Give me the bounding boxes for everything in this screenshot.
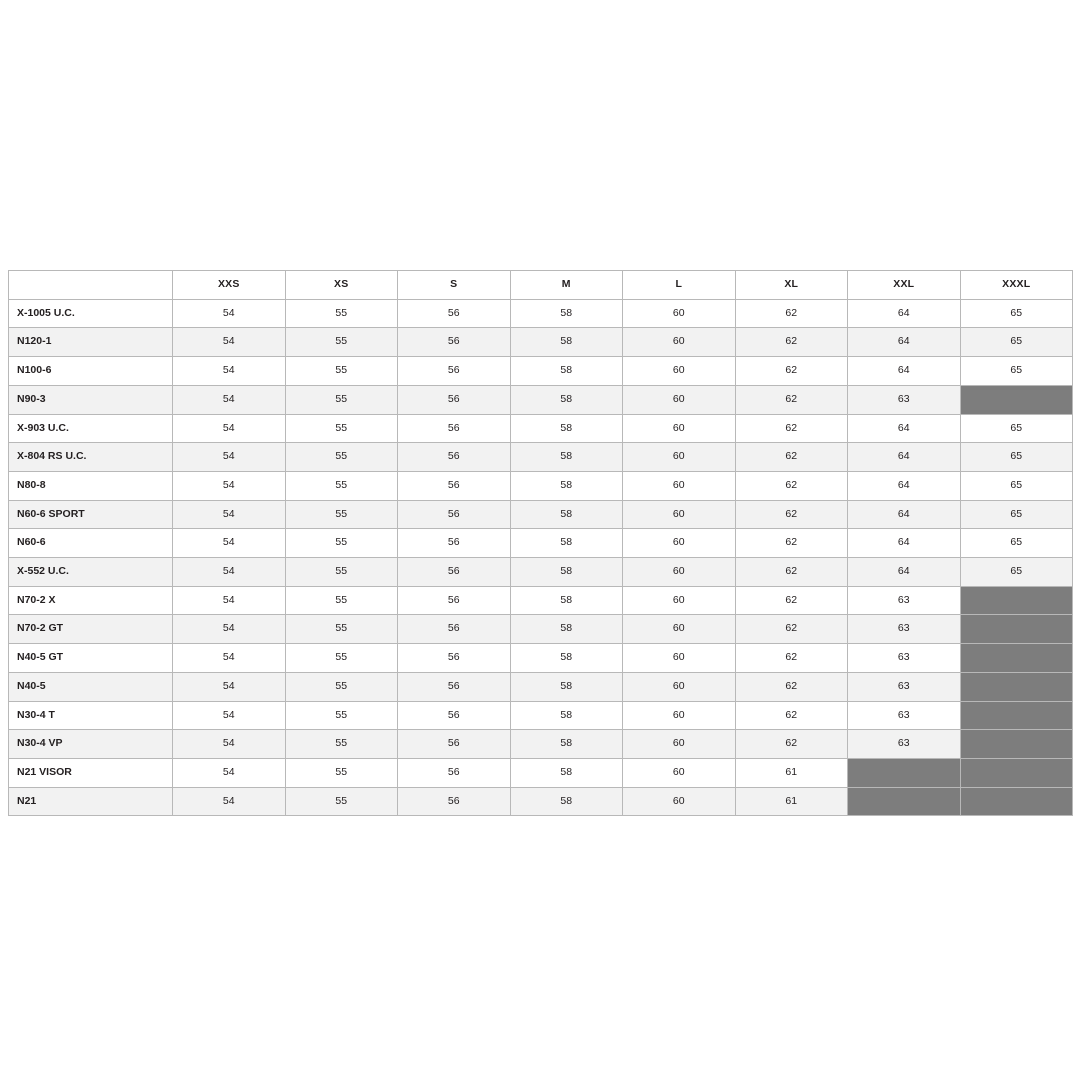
cell-size-value: 55 — [285, 414, 398, 443]
cell-size-value: 54 — [173, 586, 286, 615]
column-header-xs: XS — [285, 271, 398, 300]
cell-size-value: 54 — [173, 385, 286, 414]
row-header-model: N21 VISOR — [9, 758, 173, 787]
table-row — [9, 758, 1073, 787]
cell-size-value: 56 — [398, 443, 511, 472]
cell-size-value: 62 — [735, 672, 848, 701]
cell-size-value: 63 — [848, 644, 961, 673]
cell-size-value: 64 — [848, 299, 961, 328]
cell-size-value: 55 — [285, 357, 398, 386]
cell-size-value: 58 — [510, 758, 623, 787]
cell-size-value: 60 — [623, 414, 736, 443]
cell-size-value: 62 — [735, 644, 848, 673]
table-row — [9, 328, 1073, 357]
cell-size-value: 60 — [623, 357, 736, 386]
cell-size-value: 62 — [735, 558, 848, 587]
table-row — [9, 787, 1073, 816]
cell-size-value: 56 — [398, 529, 511, 558]
cell-size-value: 63 — [848, 586, 961, 615]
row-header-model: N30-4 VP — [9, 730, 173, 759]
cell-size-value: 62 — [735, 701, 848, 730]
cell-size-value: 64 — [848, 529, 961, 558]
cell-size-value: 54 — [173, 787, 286, 816]
cell-size-value: 54 — [173, 500, 286, 529]
cell-size-value: 56 — [398, 299, 511, 328]
cell-size-value: 55 — [285, 385, 398, 414]
column-header-xl: XL — [735, 271, 848, 300]
row-header-model: N90-3 — [9, 385, 173, 414]
cell-size-value: 63 — [848, 615, 961, 644]
cell-size-value: 62 — [735, 385, 848, 414]
cell-size-value: 54 — [173, 299, 286, 328]
cell-size-value: 55 — [285, 443, 398, 472]
cell-size-value: 62 — [735, 730, 848, 759]
cell-size-value: 65 — [960, 357, 1073, 386]
cell-unavailable — [960, 758, 1073, 787]
cell-size-value: 55 — [285, 586, 398, 615]
table-row — [9, 471, 1073, 500]
cell-size-value: 58 — [510, 443, 623, 472]
column-header-l: L — [623, 271, 736, 300]
column-header-xxxl: XXXL — [960, 271, 1073, 300]
cell-size-value: 65 — [960, 471, 1073, 500]
cell-size-value: 65 — [960, 529, 1073, 558]
cell-unavailable — [848, 787, 961, 816]
cell-size-value: 54 — [173, 758, 286, 787]
cell-size-value: 58 — [510, 701, 623, 730]
table-header — [9, 271, 1073, 300]
cell-size-value: 55 — [285, 500, 398, 529]
cell-unavailable — [960, 672, 1073, 701]
cell-size-value: 58 — [510, 787, 623, 816]
cell-size-value: 58 — [510, 357, 623, 386]
cell-size-value: 56 — [398, 730, 511, 759]
cell-size-value: 62 — [735, 414, 848, 443]
cell-size-value: 63 — [848, 672, 961, 701]
cell-unavailable — [960, 586, 1073, 615]
table-row — [9, 385, 1073, 414]
row-header-model: N21 — [9, 787, 173, 816]
cell-size-value: 60 — [623, 615, 736, 644]
cell-size-value: 60 — [623, 730, 736, 759]
cell-size-value: 64 — [848, 471, 961, 500]
cell-size-value: 62 — [735, 615, 848, 644]
cell-size-value: 58 — [510, 558, 623, 587]
cell-size-value: 54 — [173, 730, 286, 759]
cell-size-value: 55 — [285, 758, 398, 787]
cell-size-value: 55 — [285, 558, 398, 587]
table-row — [9, 299, 1073, 328]
cell-size-value: 55 — [285, 672, 398, 701]
cell-size-value: 54 — [173, 672, 286, 701]
cell-size-value: 62 — [735, 328, 848, 357]
cell-size-value: 58 — [510, 414, 623, 443]
row-header-model: N80-8 — [9, 471, 173, 500]
cell-size-value: 65 — [960, 299, 1073, 328]
cell-size-value: 63 — [848, 730, 961, 759]
cell-size-value: 60 — [623, 758, 736, 787]
cell-size-value: 65 — [960, 558, 1073, 587]
table-row — [9, 672, 1073, 701]
cell-unavailable — [960, 701, 1073, 730]
cell-size-value: 56 — [398, 672, 511, 701]
cell-size-value: 58 — [510, 529, 623, 558]
cell-size-value: 58 — [510, 586, 623, 615]
cell-size-value: 65 — [960, 414, 1073, 443]
row-header-model: N70-2 GT — [9, 615, 173, 644]
cell-size-value: 65 — [960, 500, 1073, 529]
table-row — [9, 414, 1073, 443]
cell-size-value: 60 — [623, 299, 736, 328]
cell-size-value: 56 — [398, 471, 511, 500]
row-header-model: X-1005 U.C. — [9, 299, 173, 328]
row-header-model: X-903 U.C. — [9, 414, 173, 443]
cell-size-value: 54 — [173, 701, 286, 730]
table-row — [9, 500, 1073, 529]
cell-size-value: 60 — [623, 586, 736, 615]
cell-size-value: 55 — [285, 299, 398, 328]
cell-size-value: 58 — [510, 672, 623, 701]
cell-size-value: 56 — [398, 328, 511, 357]
cell-size-value: 54 — [173, 615, 286, 644]
cell-size-value: 55 — [285, 730, 398, 759]
cell-size-value: 65 — [960, 443, 1073, 472]
cell-size-value: 55 — [285, 328, 398, 357]
cell-size-value: 64 — [848, 443, 961, 472]
cell-size-value: 58 — [510, 500, 623, 529]
cell-size-value: 64 — [848, 414, 961, 443]
cell-size-value: 58 — [510, 385, 623, 414]
cell-unavailable — [848, 758, 961, 787]
cell-size-value: 62 — [735, 443, 848, 472]
cell-unavailable — [960, 644, 1073, 673]
table-header-row — [9, 271, 1073, 300]
cell-size-value: 60 — [623, 672, 736, 701]
cell-size-value: 60 — [623, 701, 736, 730]
cell-size-value: 60 — [623, 787, 736, 816]
cell-size-value: 56 — [398, 615, 511, 644]
cell-size-value: 55 — [285, 644, 398, 673]
cell-size-value: 60 — [623, 529, 736, 558]
cell-size-value: 60 — [623, 471, 736, 500]
cell-size-value: 54 — [173, 529, 286, 558]
table-row — [9, 586, 1073, 615]
cell-size-value: 55 — [285, 615, 398, 644]
cell-size-value: 60 — [623, 328, 736, 357]
cell-unavailable — [960, 787, 1073, 816]
cell-size-value: 56 — [398, 414, 511, 443]
row-header-model: N100-6 — [9, 357, 173, 386]
row-header-model: X-804 RS U.C. — [9, 443, 173, 472]
cell-size-value: 56 — [398, 644, 511, 673]
table-body — [9, 299, 1073, 816]
column-header-s: S — [398, 271, 511, 300]
cell-size-value: 62 — [735, 357, 848, 386]
size-chart-container — [8, 270, 1072, 816]
table-row — [9, 615, 1073, 644]
table-row — [9, 357, 1073, 386]
cell-size-value: 54 — [173, 644, 286, 673]
cell-size-value: 55 — [285, 471, 398, 500]
cell-size-value: 56 — [398, 787, 511, 816]
cell-size-value: 58 — [510, 299, 623, 328]
row-header-model: N120-1 — [9, 328, 173, 357]
cell-size-value: 54 — [173, 414, 286, 443]
row-header-model: X-552 U.C. — [9, 558, 173, 587]
cell-unavailable — [960, 615, 1073, 644]
table-row — [9, 701, 1073, 730]
table-row — [9, 558, 1073, 587]
row-header-model: N40-5 GT — [9, 644, 173, 673]
cell-size-value: 64 — [848, 558, 961, 587]
cell-size-value: 61 — [735, 787, 848, 816]
cell-size-value: 63 — [848, 701, 961, 730]
cell-size-value: 55 — [285, 529, 398, 558]
row-header-model: N60-6 SPORT — [9, 500, 173, 529]
cell-size-value: 58 — [510, 328, 623, 357]
cell-size-value: 54 — [173, 443, 286, 472]
table-row — [9, 730, 1073, 759]
cell-unavailable — [960, 385, 1073, 414]
cell-size-value: 58 — [510, 730, 623, 759]
cell-size-value: 54 — [173, 328, 286, 357]
cell-size-value: 56 — [398, 701, 511, 730]
cell-size-value: 62 — [735, 471, 848, 500]
cell-size-value: 58 — [510, 615, 623, 644]
cell-size-value: 56 — [398, 758, 511, 787]
cell-size-value: 56 — [398, 357, 511, 386]
column-header-m: M — [510, 271, 623, 300]
cell-size-value: 63 — [848, 385, 961, 414]
cell-size-value: 55 — [285, 787, 398, 816]
row-header-model: N40-5 — [9, 672, 173, 701]
cell-size-value: 54 — [173, 471, 286, 500]
cell-size-value: 60 — [623, 500, 736, 529]
column-header-xxs: XXS — [173, 271, 286, 300]
helmet-size-table — [8, 270, 1073, 816]
cell-size-value: 64 — [848, 500, 961, 529]
cell-size-value: 58 — [510, 644, 623, 673]
table-row — [9, 644, 1073, 673]
cell-size-value: 56 — [398, 385, 511, 414]
cell-size-value: 62 — [735, 299, 848, 328]
cell-size-value: 61 — [735, 758, 848, 787]
cell-size-value: 62 — [735, 586, 848, 615]
row-header-model: N60-6 — [9, 529, 173, 558]
cell-size-value: 60 — [623, 385, 736, 414]
cell-size-value: 55 — [285, 701, 398, 730]
row-header-model: N70-2 X — [9, 586, 173, 615]
table-corner-cell — [9, 271, 173, 300]
table-row — [9, 529, 1073, 558]
column-header-xxl: XXL — [848, 271, 961, 300]
cell-size-value: 60 — [623, 644, 736, 673]
cell-unavailable — [960, 730, 1073, 759]
cell-size-value: 56 — [398, 558, 511, 587]
cell-size-value: 56 — [398, 586, 511, 615]
cell-size-value: 64 — [848, 357, 961, 386]
cell-size-value: 60 — [623, 443, 736, 472]
cell-size-value: 54 — [173, 357, 286, 386]
row-header-model: N30-4 T — [9, 701, 173, 730]
cell-size-value: 58 — [510, 471, 623, 500]
cell-size-value: 62 — [735, 529, 848, 558]
cell-size-value: 65 — [960, 328, 1073, 357]
table-row — [9, 443, 1073, 472]
cell-size-value: 64 — [848, 328, 961, 357]
cell-size-value: 56 — [398, 500, 511, 529]
cell-size-value: 60 — [623, 558, 736, 587]
cell-size-value: 54 — [173, 558, 286, 587]
cell-size-value: 62 — [735, 500, 848, 529]
